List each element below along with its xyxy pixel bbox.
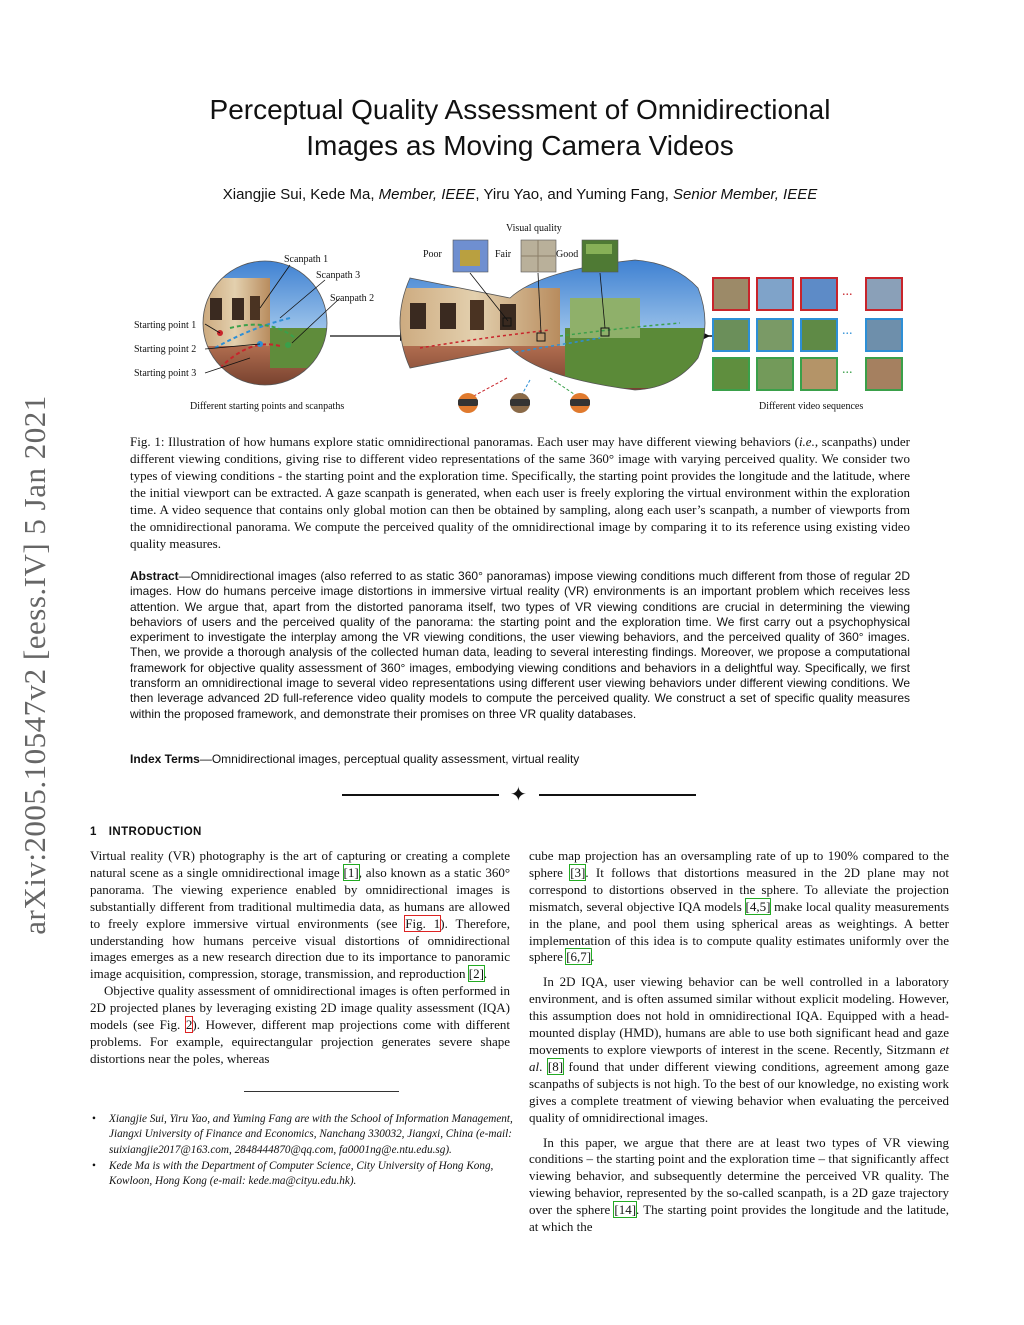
divider-star-icon: ✦ [510,782,527,806]
caption-ie: i.e. [798,434,815,449]
starting-point-1-label: Starting point 1 [134,320,197,331]
divider-line-left [342,794,499,796]
section-number: 1 [90,826,97,838]
title-line-2: Images as Moving Camera Videos [306,130,734,161]
citation-1[interactable]: [1] [343,864,359,880]
title-line-1: Perceptual Quality Assessment of Omnidirectional [209,94,831,125]
video-sequence-blue [713,319,902,351]
section-title: INTRODUCTION [108,826,202,838]
citation-6-7[interactable]: [6,7] [566,949,592,965]
starting-point-2-label: Starting point 2 [134,344,197,355]
footnote-text-1: Xiangjie Sui, Yiru Yao, and Yuming Fang are with the School of Information Management, Jiangxi University of Finance and Economics, Nanchang 330032, Jiangxi, China (e-mail: suixiangjie2017@163.com, 2848444870@qq.com, fa0001ng@e.ntu.edu.sg). [109,1113,513,1156]
footnotes [90,1112,514,1190]
figure-1-caption [130,433,910,552]
index-terms [130,752,910,767]
viewer-avatars [458,378,590,413]
scanpath-3-label: Scanpath 3 [316,270,361,281]
abstract [130,569,910,722]
video-sequences [713,278,902,390]
index-terms-label: Index Terms [130,752,200,766]
authors-part-2: , Yiru Yao, and Yuming Fang, [475,186,674,203]
figure-1-link[interactable]: Fig. 1 [405,915,441,931]
footnote-text-2: Kede Ma is with the Department of Computer Science, City University of Hong Kong, Kowloon, Hong Kong (e-mail: kede.ma@cityu.edu.hk). [109,1159,494,1188]
intro-paragraph-2: Objective quality assessment of omnidirectional images is often performed in 2D projected planes by leveraging existing 2D image quality assessment (IQA) models (see Fig. 2). However, different map projections come with different problems. For example, equirectangular projection generates severe shape distortions near the poles, whereas [90,983,510,1066]
quality-poor-label: Poor [423,249,442,260]
citation-14[interactable]: [14] [614,1202,637,1218]
footnote-affiliation-1 [90,1112,514,1158]
divider-line-right [539,794,696,796]
citation-2[interactable]: [2] [468,966,484,982]
visual-quality-label: Visual quality [506,223,562,234]
arxiv-side-stamp [0,370,70,960]
quality-good-label: Good [556,249,579,260]
section-divider [342,784,698,806]
left-panel-caption: Different starting points and scanpaths [190,401,345,412]
citation-8[interactable]: [8] [547,1058,564,1074]
figure-2-link[interactable]: 2 [185,1017,193,1033]
right-column [529,848,949,1236]
author-list [120,186,920,203]
intro-paragraph-5: In this paper, we argue that there are at least two types of VR viewing conditions – the starting point and the exploration time – that significantly affect viewing behavior, and subsequently determine the perceived VR quality. The viewing behavior, represented by the so-called scanpath, is a 2D gaze trajectory over the sphere [14]. The starting point provides the longitude and the latitude, at which the [529,1134,949,1235]
caption-lead: Fig. 1: Illustration of how humans explore static omnidirectional panoramas. Each user may have different viewing behaviors ( [130,434,799,449]
intro-paragraph-1: Virtual reality (VR) photography is the art of capturing or creating a complete natural scene as a single omnidirectional image [1], also known as a static 360° panorama. The viewing experience enabled by omnidirectional images is substantially different from traditional multimedia data, as humans are allowed to freely explore immersive virtual environments (see Fig. 1). Therefore, understanding how humans perceive visual distortions of omnidirectional images emerges as a new research direction due to its importance to panoramic image acquisition, compression, storage, transmission, and reproduction [2]. [90,848,511,982]
author-role-1: Member, IEEE [378,186,476,203]
figure-1-illustration [120,218,920,418]
right-panel-caption: Different video sequences [759,401,864,412]
ellipsis-blue: ... [842,323,853,338]
author-role-2: Senior Member, IEEE [673,186,818,203]
citation-4-5[interactable]: [4,5] [745,898,771,914]
input-panorama-sphere [200,258,330,391]
abstract-text: —Omnidirectional images (also referred to as static 360° panoramas) impose viewing conditions much different from those of regular 2D images. How do humans perceive image distortions in immersive virtual reality (VR) environments is an important problem which receives less attention. We argue that, apart from the distorted panorama itself, two types of VR viewing conditions are crucial in determining the viewing behaviors of users and the perceived quality of the panorama: the starting point and the exploration time. We first carry out a psychophysical experiment to investigate the interplay among the VR viewing conditions, the user viewing behaviors, and the perceived quality of 360° images. Then, we provide a thorough analysis of the collected human data, leading to several interesting findings. Moreover, we propose a computational framework for objective quality assessment of 360° images, embodying viewing conditions and behaviors in a delightful way. Specifically, we first transform an omnidirectional image to several video representations using different user viewing behaviors under different viewing conditions. We then leverage advanced 2D full-reference video quality models to compute the perceived quality. We construct a set of specific quality measures within the proposed framework, and demonstrate their promises on three VR quality databases. [130,569,910,721]
intro-paragraph-3: cube map projection has an oversampling rate of up to 190% compared to the sphere [3]. It follows that distortions measured in the 2D plane may not correspond to distortions observed in the sphere. To alleviate the projection mismatch, several objective IQA models [4,5] make local quality measurements in the plane, and pool them using spherical areas as weightings. A better implementation of this idea is to compute quality estimates uniformly over the sphere [6,7]. [529,848,949,965]
footnote-rule [244,1091,399,1092]
ellipsis-green: ... [842,362,853,377]
footnote-bullet: • [92,1159,96,1172]
abstract-label: Abstract [130,569,179,583]
authors-part-1: Xiangjie Sui, Kede Ma, [222,186,379,203]
figure-1 [120,218,920,418]
video-sequence-red [713,278,902,310]
starting-point-3-label: Starting point 3 [134,368,197,379]
footnote-bullet: • [92,1113,96,1125]
citation-3[interactable]: [3] [570,864,586,880]
video-sequence-green [713,358,902,390]
left-column [90,848,510,1068]
arxiv-identifier: arXiv:2005.10547v2 [eess.IV] 5 Jan 2021 [17,395,52,935]
caption-rest: , scanpaths) under different viewing conditions, giving rise to different video representations of the same 360° image with varying perceived quality. We consider two types of viewing conditions - the starting point and the exploration time. Specifically, the starting point provides the longitude and the latitude, where the initial viewport can be extracted. A gaze scanpath is generated, when each user is freely exploring the virtual environment within the exploration time. A video sequence that contains only global motion can then be obtained by sampling, along each user’s scanpath, a number of viewports from the omnidirectional panorama. We compute the perceived quality of the omnidirectional image by comparing it to its reference using existing video quality measures. [130,434,911,551]
ellipsis-red: ... [842,284,853,299]
viewport-panorama [390,258,725,398]
footnote-affiliation-2 [90,1159,514,1190]
paper-title [160,92,880,164]
quality-fair-label: Fair [495,249,512,260]
scanpath-1-label: Scanpath 1 [284,254,329,265]
intro-paragraph-4: In 2D IQA, user viewing behavior can be well controlled in a laboratory environment, and is often assumed similar without explicit modeling. However, this assumption does not hold in omnidirectional IQA. Equipped with a head-mounted display (HMD), humans are able to use both significant head and gaze movements to explore viewports of interest in the scene. Recently, Sitzmann et al. [8] found that under different viewing conditions, agreement among gaze scanpaths of subjects is not high. To the best of our knowledge, no existing work gives a complete treatment of viewing behavior when evaluating the perceived quality of omnidirectional images. [529,974,950,1125]
index-terms-text: —Omnidirectional images, perceptual quality assessment, virtual reality [199,752,580,766]
scanpath-2-label: Scanpath 2 [330,293,375,304]
section-heading [90,826,202,838]
